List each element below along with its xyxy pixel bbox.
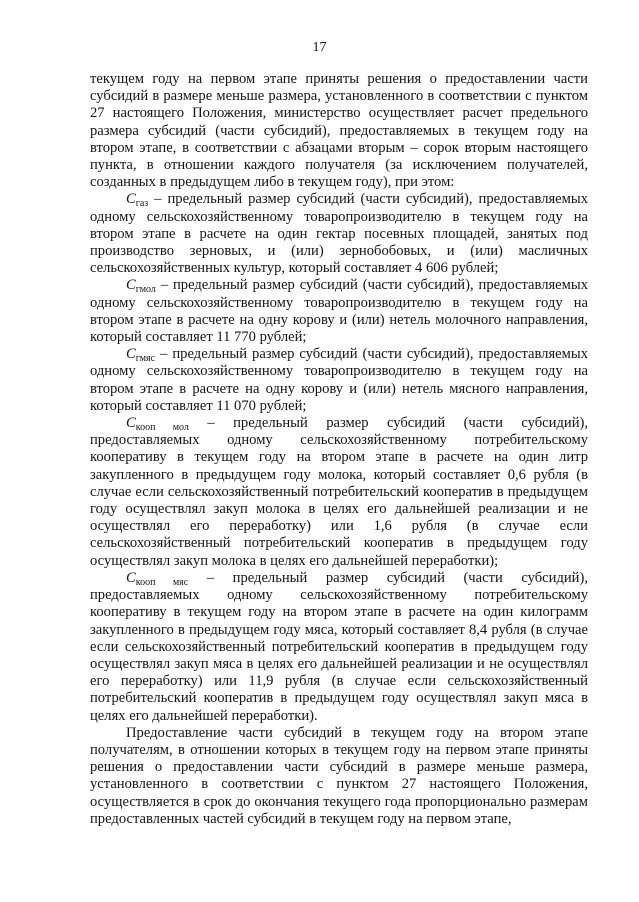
paragraph-intro: текущем году на первом этапе приняты решения о предоставлении части субсидий в размере меньше размера, установленного в соответствии с пунктом 27 настоящего Положения, министерство осуществляет расчет предельного размера субсидий (части субсидий), предоставляемых в текущем году на втором этапе, в соответствии с абзацами вторым – сорок вторым настоящего пункта, в отношении каждого получателя (за исключением получателей, созданных в предыдущем либо в текущем году), при этом: — [90, 71, 588, 191]
paragraph-second-stage: Предоставление части субсидий в текущем году на втором этапе получателям, в отношении которых в текущем году на первом этапе приняты решения о предоставлении части субсидий в размере меньше размера, установленного в соответствии с пунктом 27 настоящего Положения, осуществляется в срок до окончания текущего года пропорционально размерам предоставленных частей субсидий в текущем году на первом этапе, — [90, 724, 588, 827]
definition-c-gaz: – предельный размер субсидий (части субсидий), предоставляемых одному сельскохозяйственному товаропроизводителю в текущем году на втором этапе в расчете на один гектар посевных площадей, занятых под производство зерновых, и (или) зернобобовых, и (или) масличных сельскохозяйственных культур, который составляет 4 606 рублей; — [90, 191, 589, 277]
paragraph-c-gmol — [90, 277, 588, 346]
paragraph-c-koop-myas — [90, 570, 588, 725]
formula-symbol-c-koop-mol: $C_{кооп мол}$ — [126, 415, 189, 434]
page-number: 17 — [312, 40, 327, 55]
paragraph-c-gmyas — [90, 346, 588, 415]
formula-symbol-c-gaz: $C_{газ}$ — [126, 191, 149, 210]
definition-c-koop-myas: – предельный размер субсидий (части субсидий), предоставляемых одному сельскохозяйственному потребительскому кооперативу в текущем году на втором этапе в расчете на один килограмм закупленного в предыдущем году мяса, который составляет 8,4 рубля (в случае если сельскохозяйственный потребительский кооператив в предыдущем году осуществлял закуп мяса в целях его дальнейшей реализации и не осуществлял его переработку) или 11,9 рубля (в случае если сельскохозяйственный потребительский кооператив в предыдущем году осуществлял закуп мяса в целях его дальнейшей переработки). — [90, 569, 588, 724]
formula-symbol-c-gmyas: $C_{гмяс}$ — [126, 346, 156, 365]
definition-c-gmol: – предельный размер субсидий (части субсидий), предоставляемых одному сельскохозяйственному товаропроизводителю в текущем году на втором этапе в расчете на одну корову и (или) нетель молочного направления, который составляет 11 770 рублей; — [90, 277, 589, 346]
definition-c-gmyas: – предельный размер субсидий (части субсидий), предоставляемых одному сельскохозяйственному товаропроизводителю в текущем году на втором этапе в расчете на одну корову и (или) нетель мясного направления, который составляет 11 070 рублей; — [90, 346, 588, 414]
paragraph-c-koop-mol — [90, 415, 588, 570]
formula-symbol-c-koop-myas: $C_{кооп мяс}$ — [126, 569, 189, 588]
formula-symbol-c-gmol: $C_{гмол}$ — [126, 277, 156, 296]
document-body — [90, 71, 588, 828]
definition-c-koop-mol: – предельный размер субсидий (части субсидий), предоставляемых одному сельскохозяйственному потребительскому кооперативу в текущем году на втором этапе в расчете на один литр закупленного в предыдущем году молока, который составляет 0,6 рубля (в случае если сельскохозяйственный потребительский кооператив в предыдущем году осуществлял закуп молока в целях его дальнейшей реализации и не осуществлял его переработку) или 1,6 рубля (в случае если сельскохозяйственный потребительский кооператив в предыдущем году осуществлял закуп молока в целях его дальнейшей переработки); — [90, 415, 589, 569]
paragraph-c-gaz — [90, 191, 588, 277]
